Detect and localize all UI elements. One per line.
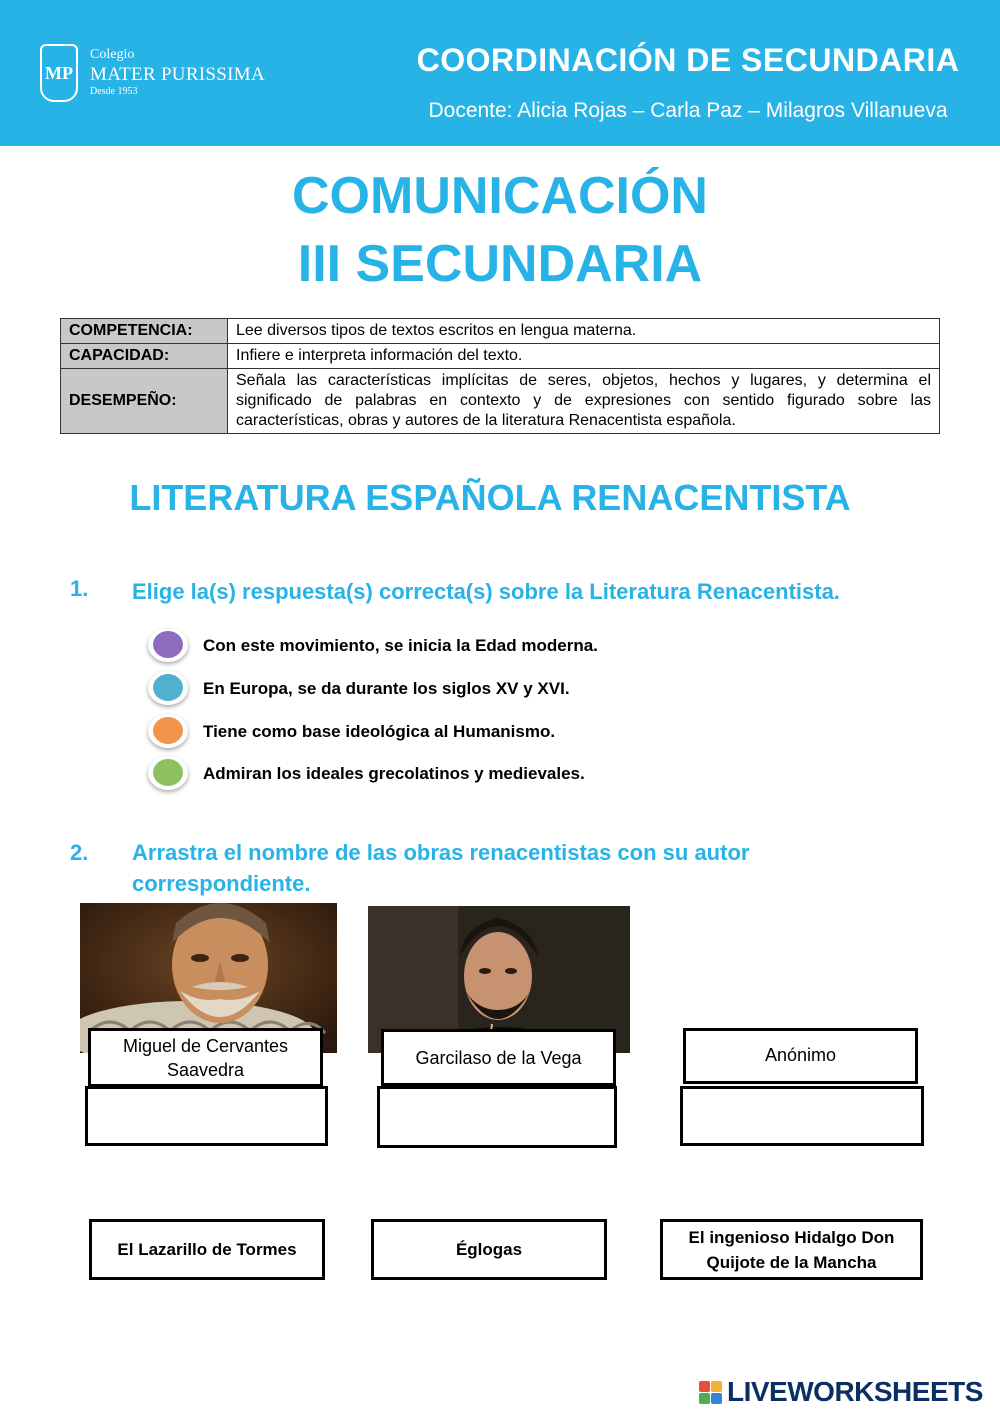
option-4-label: Admiran los ideales grecolatinos y medievales. bbox=[203, 764, 585, 783]
option-4[interactable] bbox=[148, 756, 848, 794]
table-label: CAPACIDAD: bbox=[61, 344, 228, 369]
coordination-title: COORDINACIÓN DE SECUNDARIA bbox=[416, 42, 960, 78]
table-label: DESEMPEÑO: bbox=[61, 369, 228, 434]
table-value: Lee diversos tipos de textos escritos en lengua materna. bbox=[228, 319, 940, 344]
competency-table bbox=[60, 318, 940, 434]
option-3[interactable] bbox=[148, 714, 848, 752]
question-1-number: 1. bbox=[70, 576, 89, 601]
drop-zone-garcilaso[interactable] bbox=[377, 1086, 617, 1148]
teachers-line: Docente: Alicia Rojas – Carla Paz – Milagros Villanueva bbox=[428, 99, 948, 122]
option-3-radio[interactable] bbox=[148, 714, 188, 748]
option-3-label: Tiene como base ideológica al Humanismo. bbox=[203, 722, 556, 741]
drop-zone-cervantes[interactable] bbox=[85, 1086, 328, 1146]
option-2-radio[interactable] bbox=[148, 671, 188, 705]
author-garcilaso: Garcilaso de la Vega bbox=[381, 1029, 616, 1086]
draggable-work-eglogas[interactable]: Églogas bbox=[371, 1219, 607, 1280]
section-title: LITERATURA ESPAÑOLA RENACENTISTA bbox=[129, 477, 851, 518]
option-2[interactable] bbox=[148, 671, 848, 709]
crest-icon: MP bbox=[40, 44, 78, 102]
brand-square-icon bbox=[699, 1393, 710, 1404]
grade-title: III SECUNDARIA bbox=[297, 235, 703, 293]
option-1-label: Con este movimiento, se inicia la Edad moderna. bbox=[203, 636, 598, 655]
table-label: COMPETENCIA: bbox=[61, 319, 228, 344]
logo-line-2: MATER PURISSIMA bbox=[90, 64, 266, 85]
drop-zone-anonimo[interactable] bbox=[680, 1086, 924, 1146]
table-value: Infiere e interpreta información del texto. bbox=[228, 344, 940, 369]
draggable-work-quijote[interactable]: El ingenioso Hidalgo Don Quijote de la Mancha bbox=[660, 1219, 923, 1280]
subject-title: COMUNICACIÓN bbox=[292, 167, 708, 225]
header-banner bbox=[0, 0, 1000, 146]
draggable-work-lazarillo[interactable]: El Lazarillo de Tormes bbox=[89, 1219, 325, 1280]
table-row bbox=[61, 319, 940, 344]
option-1[interactable] bbox=[148, 628, 848, 666]
table-row bbox=[61, 344, 940, 369]
brand-square-icon bbox=[711, 1381, 722, 1392]
question-1-text: Elige la(s) respuesta(s) correcta(s) sobre la Literatura Renacentista. bbox=[132, 579, 840, 604]
option-4-radio[interactable] bbox=[148, 756, 188, 790]
question-2-number: 2. bbox=[70, 840, 89, 865]
liveworksheets-logo bbox=[697, 1375, 997, 1411]
brand-text: LIVEWORKSHEETS bbox=[727, 1376, 983, 1407]
option-2-label: En Europa, se da durante los siglos XV y XVI. bbox=[203, 679, 570, 698]
table-row bbox=[61, 369, 940, 434]
logo-line-3: Desde 1953 bbox=[90, 86, 138, 97]
question-2-text: Arrastra el nombre de las obras renacentistas con su autor correspondiente. bbox=[132, 840, 750, 896]
brand-square-icon bbox=[711, 1393, 722, 1404]
logo-line-1: Colegio bbox=[90, 47, 135, 62]
option-1-radio[interactable] bbox=[148, 628, 188, 662]
author-anonimo: Anónimo bbox=[683, 1028, 918, 1084]
author-cervantes: Miguel de Cervantes Saavedra bbox=[88, 1028, 323, 1087]
table-value: Señala las características implícitas de seres, objetos, hechos y lugares, y determina el significado de palabras en contexto y de expresiones con sentido figurado sobre las características, obras y autores de la literatura Renacentista española. bbox=[228, 369, 940, 434]
school-logo bbox=[38, 44, 288, 106]
brand-square-icon bbox=[699, 1381, 710, 1392]
